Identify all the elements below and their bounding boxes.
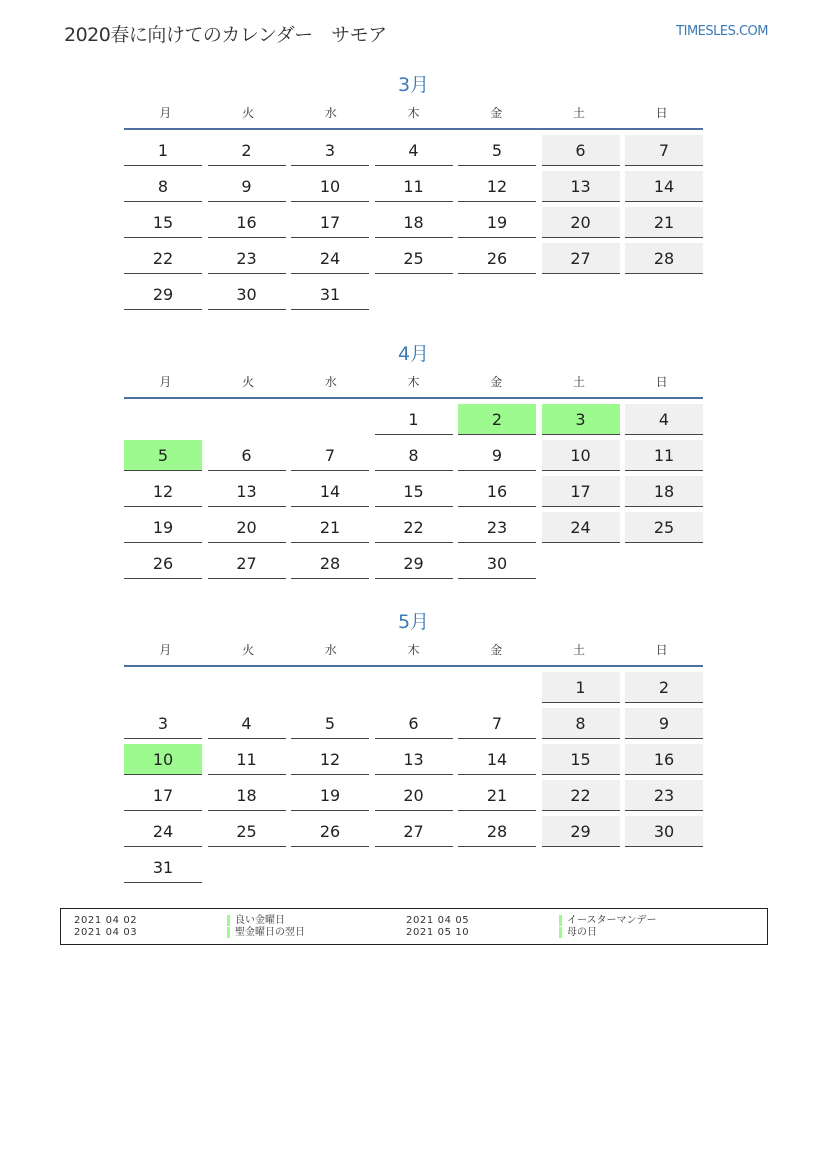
day-cell: 8 [124, 171, 202, 202]
weekday-label: 火 [242, 374, 255, 389]
empty-cell [291, 404, 369, 435]
day-cell: 29 [375, 548, 453, 579]
day-cell: 19 [124, 512, 202, 543]
day-cell: 6 [375, 708, 453, 739]
day-cell: 15 [542, 744, 620, 775]
day-cell: 5 [124, 440, 202, 471]
weekday-label: 土 [572, 642, 585, 657]
day-cell: 26 [291, 816, 369, 847]
day-grid [124, 135, 703, 310]
legend-item [61, 915, 395, 927]
weekday-label: 木 [407, 374, 420, 389]
day-cell: 11 [208, 744, 286, 775]
day-cell: 10 [291, 171, 369, 202]
day-cell: 5 [458, 135, 536, 166]
legend-holiday-name: 母の日 [567, 927, 597, 938]
day-cell: 24 [291, 243, 369, 274]
day-cell: 20 [542, 207, 620, 238]
day-cell: 18 [625, 476, 703, 507]
weekday-row [124, 98, 703, 126]
weekday-row [124, 635, 703, 663]
weekday-label: 日 [655, 374, 668, 389]
legend-holiday-name: イースターマンデー [567, 915, 657, 926]
weekday-label: 木 [407, 642, 420, 657]
day-cell: 29 [124, 279, 202, 310]
month-march [124, 70, 703, 310]
day-cell: 25 [625, 512, 703, 543]
legend-date: 2021 04 03 [74, 927, 138, 938]
day-cell: 21 [291, 512, 369, 543]
header-rule [124, 665, 703, 667]
day-cell: 23 [625, 780, 703, 811]
legend-holiday-name: 聖金曜日の翌日 [235, 927, 305, 938]
day-cell: 26 [458, 243, 536, 274]
legend-date: 2021 05 10 [406, 927, 470, 938]
day-cell: 17 [291, 207, 369, 238]
empty-cell [458, 672, 536, 703]
empty-cell [124, 404, 202, 435]
legend-item [393, 927, 727, 939]
day-cell: 27 [208, 548, 286, 579]
day-cell: 12 [291, 744, 369, 775]
weekday-label: 土 [572, 374, 585, 389]
day-cell: 7 [291, 440, 369, 471]
day-cell: 24 [542, 512, 620, 543]
legend-date: 2021 04 02 [74, 915, 138, 926]
day-cell: 4 [375, 135, 453, 166]
day-cell: 28 [458, 816, 536, 847]
weekday-label: 月 [159, 374, 172, 389]
day-grid [124, 404, 703, 579]
weekday-row [124, 367, 703, 395]
day-cell: 4 [625, 404, 703, 435]
day-cell: 10 [542, 440, 620, 471]
legend-holiday-name: 良い金曜日 [235, 915, 285, 926]
month-may [124, 607, 703, 883]
day-cell: 1 [124, 135, 202, 166]
month-title: 3月 [397, 74, 430, 96]
day-cell: 19 [291, 780, 369, 811]
day-cell: 3 [291, 135, 369, 166]
day-cell: 14 [458, 744, 536, 775]
legend-color-bar [227, 915, 230, 926]
weekday-label: 金 [490, 105, 503, 120]
month-title: 5月 [397, 611, 430, 633]
day-cell: 22 [542, 780, 620, 811]
day-cell: 31 [124, 852, 202, 883]
day-cell: 23 [208, 243, 286, 274]
day-cell: 9 [458, 440, 536, 471]
day-cell: 3 [542, 404, 620, 435]
day-cell: 16 [625, 744, 703, 775]
day-cell: 16 [208, 207, 286, 238]
day-cell: 2 [208, 135, 286, 166]
header-rule [124, 397, 703, 399]
day-cell: 21 [625, 207, 703, 238]
day-cell: 17 [542, 476, 620, 507]
day-cell: 2 [458, 404, 536, 435]
weekday-label: 金 [490, 374, 503, 389]
weekday-label: 月 [159, 105, 172, 120]
day-grid [124, 672, 703, 883]
weekday-label: 木 [407, 105, 420, 120]
day-cell: 1 [542, 672, 620, 703]
empty-cell [208, 404, 286, 435]
day-cell: 17 [124, 780, 202, 811]
empty-cell [291, 672, 369, 703]
day-cell: 12 [458, 171, 536, 202]
day-cell: 7 [625, 135, 703, 166]
day-cell: 2 [625, 672, 703, 703]
legend-date: 2021 04 05 [406, 915, 470, 926]
weekday-label: 日 [655, 105, 668, 120]
day-cell: 15 [124, 207, 202, 238]
day-cell: 29 [542, 816, 620, 847]
month-title: 4月 [397, 343, 430, 365]
day-cell: 23 [458, 512, 536, 543]
day-cell: 28 [291, 548, 369, 579]
weekday-label: 日 [655, 642, 668, 657]
day-cell: 18 [375, 207, 453, 238]
weekday-label: 金 [490, 642, 503, 657]
day-cell: 30 [208, 279, 286, 310]
weekday-label: 水 [324, 642, 337, 657]
weekday-label: 水 [324, 105, 337, 120]
legend-color-bar [559, 915, 562, 926]
holiday-legend [60, 908, 768, 945]
day-cell: 11 [625, 440, 703, 471]
weekday-label: 火 [242, 642, 255, 657]
day-cell: 8 [542, 708, 620, 739]
day-cell: 10 [124, 744, 202, 775]
legend-item [393, 915, 727, 927]
empty-cell [375, 672, 453, 703]
day-cell: 13 [375, 744, 453, 775]
day-cell: 19 [458, 207, 536, 238]
day-cell: 11 [375, 171, 453, 202]
day-cell: 4 [208, 708, 286, 739]
day-cell: 27 [375, 816, 453, 847]
day-cell: 13 [208, 476, 286, 507]
day-cell: 8 [375, 440, 453, 471]
day-cell: 3 [124, 708, 202, 739]
weekday-label: 火 [242, 105, 255, 120]
day-cell: 14 [625, 171, 703, 202]
day-cell: 26 [124, 548, 202, 579]
day-cell: 27 [542, 243, 620, 274]
day-cell: 1 [375, 404, 453, 435]
day-cell: 31 [291, 279, 369, 310]
weekday-label: 月 [159, 642, 172, 657]
day-cell: 6 [208, 440, 286, 471]
day-cell: 20 [375, 780, 453, 811]
day-cell: 16 [458, 476, 536, 507]
day-cell: 25 [375, 243, 453, 274]
legend-color-bar [559, 927, 562, 938]
header-rule [124, 128, 703, 130]
day-cell: 14 [291, 476, 369, 507]
day-cell: 20 [208, 512, 286, 543]
legend-color-bar [227, 927, 230, 938]
day-cell: 22 [375, 512, 453, 543]
month-april [124, 339, 703, 579]
day-cell: 9 [625, 708, 703, 739]
day-cell: 25 [208, 816, 286, 847]
day-cell: 28 [625, 243, 703, 274]
day-cell: 7 [458, 708, 536, 739]
site-link[interactable]: TIMESLES.COM [676, 24, 768, 39]
empty-cell [124, 672, 202, 703]
day-cell: 9 [208, 171, 286, 202]
weekday-label: 水 [324, 374, 337, 389]
day-cell: 30 [458, 548, 536, 579]
day-cell: 13 [542, 171, 620, 202]
page-title: 2020春に向けてのカレンダー サモア [64, 24, 387, 46]
day-cell: 6 [542, 135, 620, 166]
day-cell: 24 [124, 816, 202, 847]
day-cell: 5 [291, 708, 369, 739]
day-cell: 30 [625, 816, 703, 847]
day-cell: 12 [124, 476, 202, 507]
legend-item [61, 927, 395, 939]
day-cell: 22 [124, 243, 202, 274]
day-cell: 15 [375, 476, 453, 507]
empty-cell [208, 672, 286, 703]
day-cell: 21 [458, 780, 536, 811]
day-cell: 18 [208, 780, 286, 811]
weekday-label: 土 [572, 105, 585, 120]
